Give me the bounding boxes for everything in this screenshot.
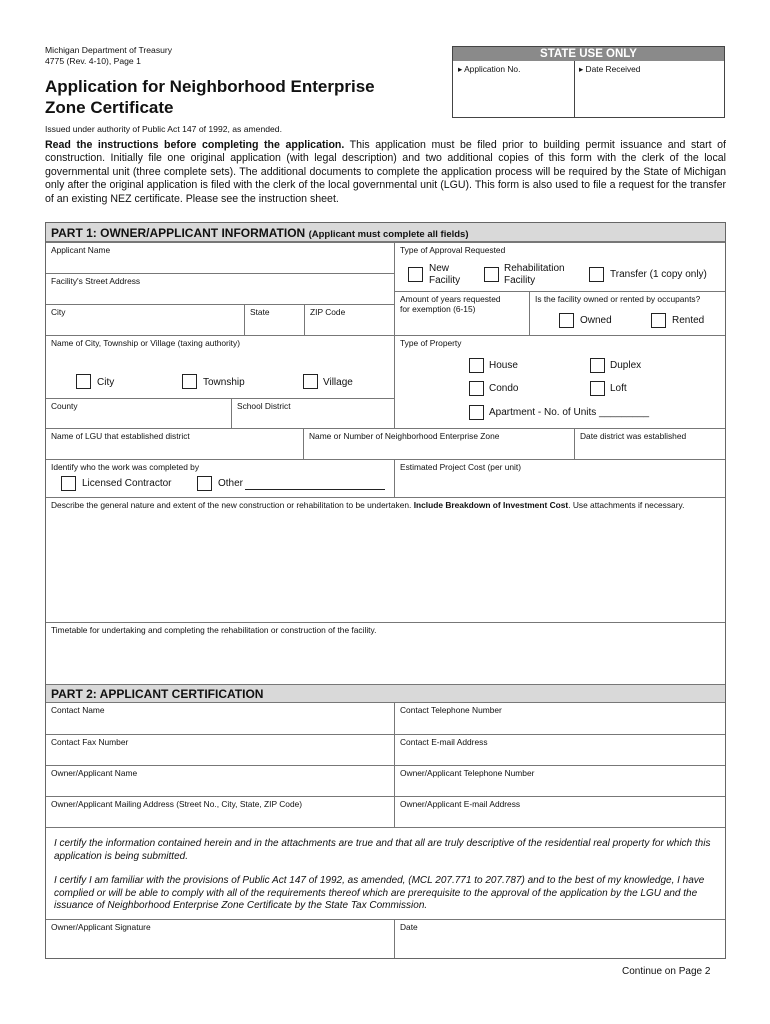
owned-rented-label: Is the facility owned or rented by occupants? [535,294,701,304]
condo-label: Condo [489,383,519,394]
licensed-contractor-label: Licensed Contractor [82,478,172,489]
township-checkbox[interactable] [182,374,197,389]
condo-checkbox[interactable] [469,381,484,396]
house-label: House [489,360,518,371]
form-number: 4775 (Rev. 4-10), Page 1 [45,56,141,66]
rented-checkbox[interactable] [651,313,666,328]
street-address-label: Facility's Street Address [51,276,141,286]
village-option-label: Village [323,377,353,388]
owner-address-field[interactable] [46,796,394,827]
approval-type-label: Type of Approval Requested [400,245,506,255]
licensed-contractor-checkbox[interactable] [61,476,76,491]
property-type-label: Type of Property [400,338,462,348]
apartment-label: Apartment - No. of Units _________ [489,407,650,418]
owner-phone-label: Owner/Applicant Telephone Number [400,768,535,778]
contact-phone-field[interactable] [394,703,725,734]
certification-text-2: I certify I am familiar with the provisions of Public Act 147 of 1992, as amended, (MCL 207.771 to 207.787) and to the best of my knowledge, I have complied or will be able to comply with all of the requirements thereof which are prerequisite to the approval of the application by the LGU and the issuance of Neighborhood Enterprise Zone Certificate by the State Tax Commission. [54,875,705,912]
owner-email-field[interactable] [394,796,725,827]
loft-label: Loft [610,383,627,394]
part1-note: (Applicant must complete all fields) [308,229,469,240]
owner-address-label: Owner/Applicant Mailing Address (Street No., City, State, ZIP Code) [51,799,303,809]
applicant-name-field[interactable] [46,242,394,273]
lgu-name-field[interactable] [46,428,303,459]
municipality-field [46,335,394,398]
owner-email-label: Owner/Applicant E-mail Address [400,799,521,809]
loft-checkbox[interactable] [590,381,605,396]
district-date-label: Date district was established [580,431,687,441]
zip-label: ZIP Code [310,307,346,317]
owner-phone-field[interactable] [394,765,725,796]
application-no-field[interactable]: ▸ Application No. [458,64,521,74]
owned-label: Owned [580,315,612,326]
city-checkbox[interactable] [76,374,91,389]
contact-email-field[interactable] [394,734,725,765]
municipality-label: Name of City, Township or Village (taxing authority) [51,338,240,348]
project-cost-label: Estimated Project Cost (per unit) [400,462,522,472]
other-input-line[interactable] [245,489,385,490]
district-date-field[interactable] [574,428,725,459]
intro-paragraph [45,139,726,206]
zip-field[interactable] [304,304,394,335]
city-label: City [51,307,66,317]
county-label: County [51,401,78,411]
county-field[interactable] [46,398,231,428]
signature-label: Owner/Applicant Signature [51,922,151,932]
state-field[interactable] [244,304,304,335]
description-field[interactable] [46,497,725,622]
duplex-checkbox[interactable] [590,358,605,373]
street-address-field[interactable] [46,273,394,304]
rented-label: Rented [672,315,705,326]
state-label: State [250,307,270,317]
village-checkbox[interactable] [303,374,318,389]
zone-name-label: Name or Number of Neighborhood Enterprise Zone [309,431,500,441]
date-label: Date [400,922,418,932]
date-received-label: Date Received [585,64,641,74]
application-no-label: Application No. [464,64,521,74]
owner-name-field[interactable] [46,765,394,796]
contact-name-label: Contact Name [51,705,105,715]
new-facility-checkbox[interactable] [408,267,423,282]
state-use-box [452,46,725,118]
apartment-checkbox[interactable] [469,405,484,420]
city-option-label: City [97,377,115,388]
state-use-header: STATE USE ONLY [453,47,724,61]
date-received-field[interactable]: ▸ Date Received [579,64,641,74]
intro-bold: Read the instructions before completing the application. [45,139,345,151]
school-district-field[interactable] [231,398,394,428]
years-requested-label: Amount of years requested for exemption (6-15) [400,294,501,314]
zone-name-field[interactable] [303,428,574,459]
date-field[interactable] [394,919,725,959]
owner-name-label: Owner/Applicant Name [51,768,138,778]
agency-name: Michigan Department of Treasury [45,45,173,55]
form-title-line1: Application for Neighborhood Enterprise [45,77,375,96]
transfer-label: Transfer (1 copy only) [610,269,707,280]
contact-phone-label: Contact Telephone Number [400,705,502,715]
contact-email-label: Contact E-mail Address [400,737,488,747]
project-cost-field[interactable] [394,459,725,497]
contact-fax-label: Contact Fax Number [51,737,129,747]
other-checkbox[interactable] [197,476,212,491]
lgu-name-label: Name of LGU that established district [51,431,190,441]
house-checkbox[interactable] [469,358,484,373]
description-label: Describe the general nature and extent of the new construction or rehabilitation to be undertaken. Include Breakdown of Investment Cost. Use attachments if necessary. [51,500,685,510]
intro-text: This application must be filed prior to building permit issuance and start of construction. Initially file one original application (with legal description) and two additional copies of this form with the clerk of the local governmental unit (three complete sets). The additional documents to complete the application process will be required by the State of Michigan only after the original application is filed with the clerk of the local governmental unit (LGU). This form is also used to file a request for the transfer of an existing NEZ certificate. Please see the instruction sheet. [45,139,726,205]
other-label: Other [218,478,244,489]
certification-text-1: I certify the information contained herein and in the attachments are true and that all are truly descriptive of the residential real property for which this application is being submitted. [54,838,711,862]
continue-footer: Continue on Page 2 [622,966,711,977]
rehabilitation-label: Rehabilitation Facility [504,263,565,286]
township-option-label: Township [203,377,245,388]
form-title-line2: Zone Certificate [45,98,174,117]
work-by-label: Identify who the work was completed by [51,462,200,472]
part1-title: PART 1: OWNER/APPLICANT INFORMATION (Applicant must complete all fields) [51,226,469,240]
form-table [45,222,726,959]
part2-title: PART 2: APPLICANT CERTIFICATION [51,687,264,701]
transfer-checkbox[interactable] [589,267,604,282]
timetable-field[interactable] [46,622,725,684]
new-facility-label: New Facility [429,263,461,286]
city-field[interactable] [46,304,244,335]
authority-text: Issued under authority of Public Act 147 of 1992, as amended. [45,124,282,134]
applicant-name-label: Applicant Name [51,245,111,255]
timetable-label: Timetable for undertaking and completing the rehabilitation or construction of the facility. [51,625,377,635]
years-requested-field[interactable] [394,291,529,335]
rehabilitation-checkbox[interactable] [484,267,499,282]
contact-name-field[interactable] [46,703,394,734]
school-district-label: School District [237,401,291,411]
owned-checkbox[interactable] [559,313,574,328]
duplex-label: Duplex [610,360,642,371]
signature-field[interactable] [46,919,394,959]
contact-fax-field[interactable] [46,734,394,765]
